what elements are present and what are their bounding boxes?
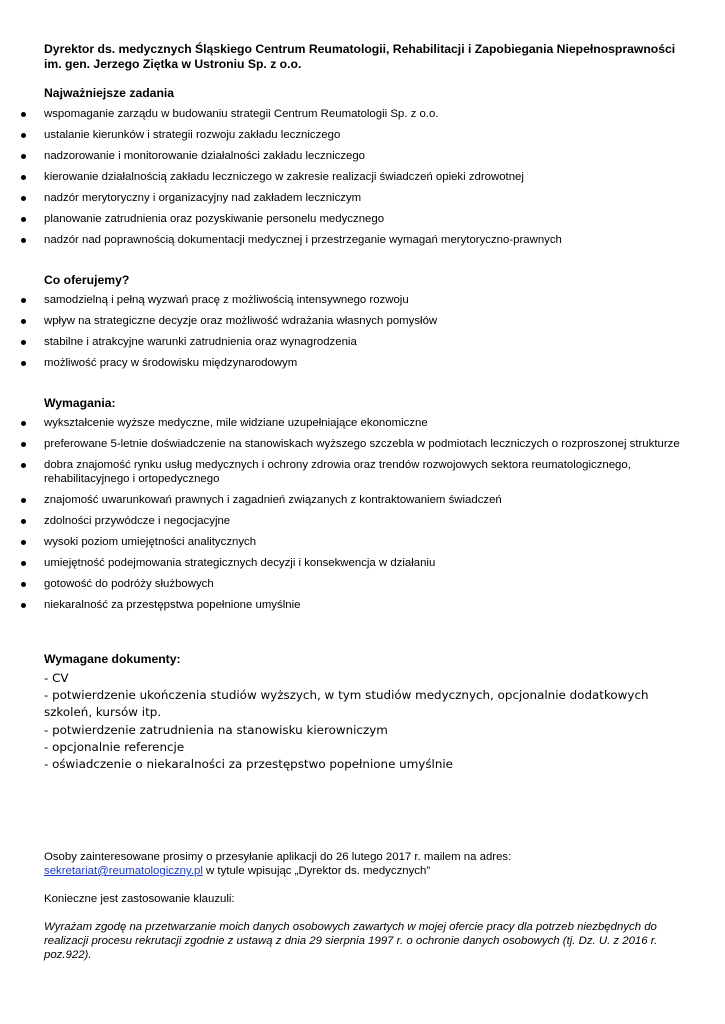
contact-paragraph [44,850,684,878]
page-title: Dyrektor ds. medycznych Śląskiego Centrum Reumatologii, Rehabilitacji i Zapobiegania Niepełnosprawności im. gen. Jerzego Ziętka w Ustroniu Sp. z o.o. [44,42,676,71]
list-item: zdolności przywódcze i negocjacyjne [0,514,725,528]
offer-heading: Co oferujemy? [44,273,130,287]
bullet-icon [21,561,26,566]
document-item: - opcjonalnie referencje [44,739,185,754]
list-item: znajomość uwarunkowań prawnych i zagadnień związanych z kontraktowaniem świadczeń [0,493,725,507]
list-item: ustalanie kierunków i strategii rozwoju zakładu leczniczego [0,128,725,142]
bullet-icon [21,442,26,447]
document-item: - CV [44,671,69,685]
documents-list [44,670,684,773]
contact-text: Osoby zainteresowane prosimy o przesyłanie aplikacji do 26 lutego 2017 r. mailem na adres: [44,851,512,863]
contact-subject-text: w tytule wpisując „Dyrektor ds. medycznych” [202,865,431,877]
bullet-icon [21,196,26,201]
list-item: nadzór nad poprawnością dokumentacji medycznej i przestrzeganie wymagań merytoryczno-prawnych [0,233,725,247]
bullet-icon [21,603,26,608]
bullet-icon [21,154,26,159]
bullet-icon [21,238,26,243]
bullet-icon [21,519,26,524]
list-item: nadzór merytoryczny i organizacyjny nad zakładem leczniczym [0,191,725,205]
bullet-icon [21,319,26,324]
list-item: wspomaganie zarządu w budowaniu strategii Centrum Reumatologii Sp. z o.o. [0,107,725,121]
list-item: nadzorowanie i monitorowanie działalności zakładu leczniczego [0,149,725,163]
bullet-icon [21,463,26,468]
list-item: planowanie zatrudnienia oraz pozyskiwanie personelu medycznego [0,212,725,226]
documents-heading: Wymagane dokumenty: [44,652,181,666]
document-item: - potwierdzenie zatrudnienia na stanowisku kierowniczym [44,722,388,737]
list-item: wysoki poziom umiejętności analitycznych [0,535,725,549]
document-item: - oświadczenie o niekaralności za przestępstwo popełnione umyślnie [44,757,453,772]
list-item: niekaralność za przestępstwa popełnione umyślnie [0,598,725,612]
requirements-heading: Wymagania: [44,396,116,410]
consent-clause: Wyrażam zgodę na przetwarzanie moich danych osobowych zawartych w mojej ofercie pracy dla potrzeb niezbędnych do realizacji procesu rekrutacji zgodnie z ustawą z dnia 29 sierpnia 1997 r. o ochronie danych osobowych (tj. Dz. U. z 2016 r. poz.922). [44,921,658,961]
bullet-icon [21,340,26,345]
bullet-icon [21,421,26,426]
list-item: wpływ na strategiczne decyzje oraz możliwość wdrażania własnych pomysłów [0,314,725,328]
list-item: wykształcenie wyższe medyczne, mile widziane uzupełniające ekonomiczne [0,416,725,430]
bullet-icon [21,175,26,180]
list-item: kierowanie działalnością zakładu leczniczego w zakresie realizacji świadczeń opieki zdrowotnej [0,170,725,184]
bullet-icon [21,582,26,587]
bullet-icon [21,133,26,138]
offer-list [0,293,725,377]
clause-intro: Konieczne jest zastosowanie klauzuli: [44,893,235,905]
tasks-heading: Najważniejsze zadania [44,86,175,100]
list-item: preferowane 5-letnie doświadczenie na stanowiskach wyższego szczebla w podmiotach leczniczych o rozproszonej strukturze [0,437,725,451]
list-item: dobra znajomość rynku usług medycznych i ochrony zdrowia oraz trendów rozwojowych sektora reumatologicznego, rehabilitacyjnego i ortopedycznego [0,458,725,486]
list-item: umiejętność podejmowania strategicznych decyzji i konsekwencja w działaniu [0,556,725,570]
bullet-icon [21,217,26,222]
bullet-icon [21,112,26,117]
list-item: możliwość pracy w środowisku międzynarodowym [0,356,725,370]
tasks-list [0,107,725,254]
bullet-icon [21,361,26,366]
bullet-icon [21,498,26,503]
bullet-icon [21,298,26,303]
requirements-list [0,416,725,619]
list-item: stabilne i atrakcyjne warunki zatrudnienia oraz wynagrodzenia [0,335,725,349]
list-item: gotowość do podróży służbowych [0,577,725,591]
bullet-icon [21,540,26,545]
email-link[interactable]: sekretariat@reumatologiczny.pl [44,865,203,877]
list-item: samodzielną i pełną wyzwań pracę z możliwością intensywnego rozwoju [0,293,725,307]
document-item: - potwierdzenie ukończenia studiów wyższych, w tym studiów medycznych, opcjonalnie dodatkowych szkoleń, kursów itp. [44,688,649,720]
